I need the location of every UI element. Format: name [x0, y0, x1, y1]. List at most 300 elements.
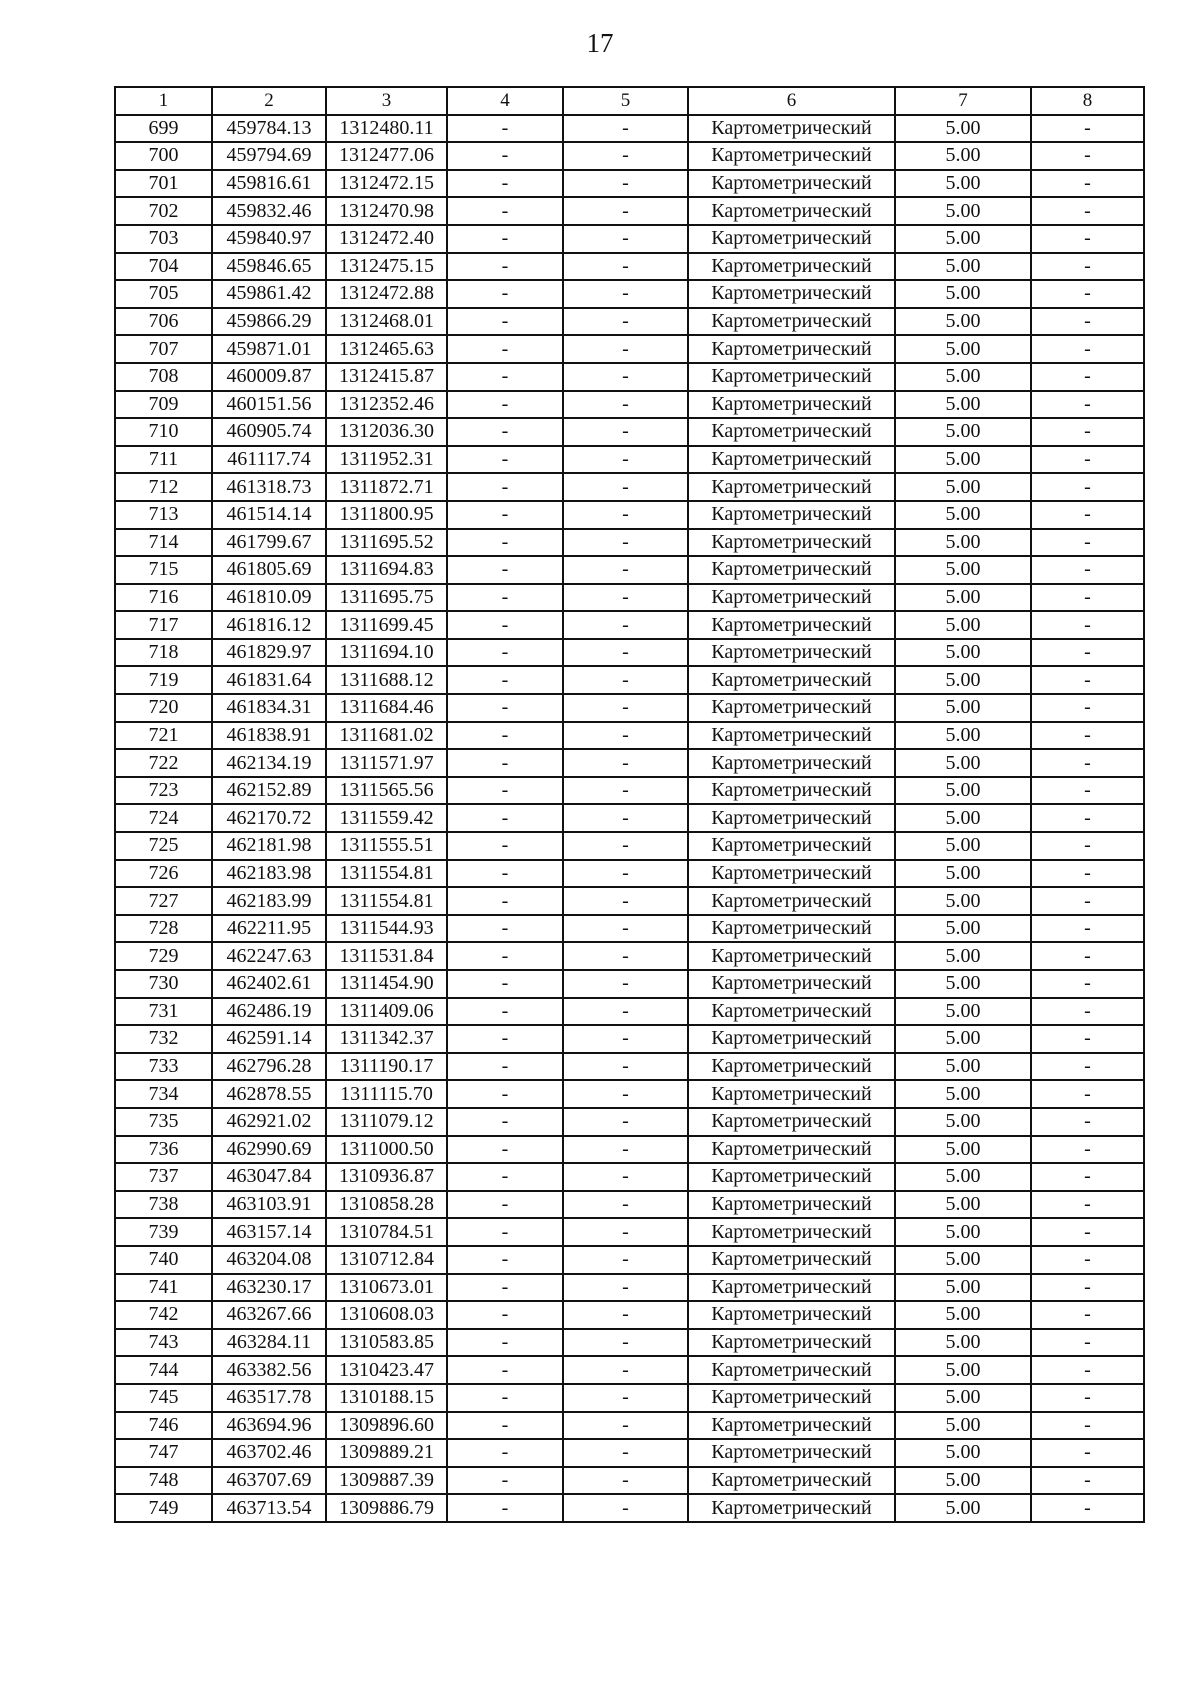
table-cell: 722	[115, 749, 212, 777]
table-row	[115, 253, 1144, 281]
table-cell: 5.00	[895, 1384, 1031, 1412]
table-cell: 5.00	[895, 1218, 1031, 1246]
table-cell: -	[563, 998, 688, 1026]
table-cell: Картометрический	[688, 970, 895, 998]
table-row	[115, 1384, 1144, 1412]
table-row	[115, 1136, 1144, 1164]
table-cell: 1311681.02	[326, 722, 447, 750]
table-cell: 723	[115, 777, 212, 805]
table-cell: -	[563, 970, 688, 998]
table-cell: 1311571.97	[326, 749, 447, 777]
table-cell: -	[563, 308, 688, 336]
table-row	[115, 694, 1144, 722]
table-cell: -	[1031, 804, 1144, 832]
table-cell: Картометрический	[688, 1163, 895, 1191]
table-cell: -	[1031, 942, 1144, 970]
table-row	[115, 1301, 1144, 1329]
table-cell: -	[563, 1025, 688, 1053]
table-cell: 1311695.52	[326, 529, 447, 557]
table-cell: Картометрический	[688, 115, 895, 143]
table-cell: Картометрический	[688, 1191, 895, 1219]
table-cell: 1310188.15	[326, 1384, 447, 1412]
table-cell: -	[563, 584, 688, 612]
table-row	[115, 363, 1144, 391]
table-cell: Картометрический	[688, 694, 895, 722]
table-cell: 1310583.85	[326, 1329, 447, 1357]
table-cell: 745	[115, 1384, 212, 1412]
table-cell: 737	[115, 1163, 212, 1191]
table-cell: 1311190.17	[326, 1053, 447, 1081]
table-cell: -	[447, 335, 563, 363]
table-cell: 462486.19	[212, 998, 326, 1026]
table-cell: -	[1031, 694, 1144, 722]
table-row	[115, 722, 1144, 750]
table-cell: -	[1031, 1467, 1144, 1495]
table-cell: 461838.91	[212, 722, 326, 750]
table-cell: 5.00	[895, 253, 1031, 281]
table-cell: Картометрический	[688, 584, 895, 612]
table-cell: -	[1031, 832, 1144, 860]
table-cell: -	[447, 1025, 563, 1053]
table-body	[115, 115, 1144, 1522]
table-cell: 5.00	[895, 1274, 1031, 1302]
table-cell: -	[563, 1108, 688, 1136]
table-row	[115, 1163, 1144, 1191]
table-cell: -	[447, 860, 563, 888]
table-cell: -	[447, 1080, 563, 1108]
table-cell: Картометрический	[688, 639, 895, 667]
table-cell: 729	[115, 942, 212, 970]
table-cell: 5.00	[895, 970, 1031, 998]
table-cell: 459816.61	[212, 170, 326, 198]
table-cell: Картометрический	[688, 446, 895, 474]
table-cell: -	[1031, 501, 1144, 529]
column-header: 6	[688, 87, 895, 115]
table-cell: 5.00	[895, 887, 1031, 915]
table-cell: 1311559.42	[326, 804, 447, 832]
table-cell: 1311531.84	[326, 942, 447, 970]
table-cell: -	[563, 694, 688, 722]
table-cell: -	[447, 942, 563, 970]
table-cell: 461834.31	[212, 694, 326, 722]
table-cell: 709	[115, 391, 212, 419]
table-cell: 460009.87	[212, 363, 326, 391]
table-row	[115, 473, 1144, 501]
table-cell: 708	[115, 363, 212, 391]
table-cell: Картометрический	[688, 1274, 895, 1302]
table-cell: 1312472.88	[326, 280, 447, 308]
table-cell: -	[563, 860, 688, 888]
table-cell: -	[447, 1301, 563, 1329]
table-cell: 5.00	[895, 418, 1031, 446]
table-cell: 719	[115, 666, 212, 694]
table-row	[115, 1356, 1144, 1384]
table-row	[115, 1246, 1144, 1274]
table-cell: Картометрический	[688, 391, 895, 419]
table-cell: 462183.98	[212, 860, 326, 888]
table-cell: -	[563, 253, 688, 281]
table-cell: -	[447, 363, 563, 391]
table-cell: -	[1031, 1356, 1144, 1384]
table-cell: -	[563, 363, 688, 391]
table-cell: 1310673.01	[326, 1274, 447, 1302]
table-cell: 5.00	[895, 666, 1031, 694]
table-cell: 5.00	[895, 363, 1031, 391]
table-cell: 461805.69	[212, 556, 326, 584]
column-header: 5	[563, 87, 688, 115]
table-cell: -	[447, 1439, 563, 1467]
table-row	[115, 418, 1144, 446]
table-cell: 462183.99	[212, 887, 326, 915]
table-cell: 5.00	[895, 1301, 1031, 1329]
table-cell: -	[563, 556, 688, 584]
table-cell: Картометрический	[688, 142, 895, 170]
table-cell: -	[447, 225, 563, 253]
table-row	[115, 1329, 1144, 1357]
table-cell: 1311000.50	[326, 1136, 447, 1164]
table-cell: Картометрический	[688, 1136, 895, 1164]
table-cell: Картометрический	[688, 722, 895, 750]
table-cell: 462211.95	[212, 915, 326, 943]
table-cell: -	[563, 777, 688, 805]
table-cell: -	[563, 335, 688, 363]
table-cell: 730	[115, 970, 212, 998]
table-cell: -	[1031, 142, 1144, 170]
table-row	[115, 749, 1144, 777]
table-cell: Картометрический	[688, 1218, 895, 1246]
table-cell: 1312477.06	[326, 142, 447, 170]
table-cell: 462170.72	[212, 804, 326, 832]
table-cell: -	[447, 115, 563, 143]
table-row	[115, 832, 1144, 860]
table-cell: 463047.84	[212, 1163, 326, 1191]
table-cell: -	[1031, 473, 1144, 501]
table-row	[115, 915, 1144, 943]
table-cell: -	[447, 722, 563, 750]
table-cell: -	[447, 473, 563, 501]
table-cell: 461799.67	[212, 529, 326, 557]
table-cell: -	[563, 501, 688, 529]
table-cell: Картометрический	[688, 197, 895, 225]
table-cell: 1311115.70	[326, 1080, 447, 1108]
table-cell: 1309896.60	[326, 1412, 447, 1440]
table-cell: -	[563, 1136, 688, 1164]
table-row	[115, 1467, 1144, 1495]
table-cell: Картометрический	[688, 1384, 895, 1412]
table-cell: 1309889.21	[326, 1439, 447, 1467]
table-cell: 720	[115, 694, 212, 722]
table-cell: -	[447, 197, 563, 225]
table-cell: 5.00	[895, 115, 1031, 143]
table-cell: -	[563, 887, 688, 915]
table-cell: -	[563, 832, 688, 860]
table-cell: Картометрический	[688, 611, 895, 639]
table-cell: Картометрический	[688, 804, 895, 832]
table-cell: 1311554.81	[326, 887, 447, 915]
table-row	[115, 1025, 1144, 1053]
table-cell: 463382.56	[212, 1356, 326, 1384]
table-cell: -	[447, 529, 563, 557]
table-cell: -	[563, 1412, 688, 1440]
table-cell: -	[563, 749, 688, 777]
table-cell: -	[1031, 1494, 1144, 1522]
table-cell: -	[1031, 115, 1144, 143]
table-cell: 748	[115, 1467, 212, 1495]
table-row	[115, 556, 1144, 584]
table-cell: -	[1031, 391, 1144, 419]
table-cell: -	[1031, 1191, 1144, 1219]
table-cell: 5.00	[895, 391, 1031, 419]
column-header: 4	[447, 87, 563, 115]
table-cell: -	[447, 1218, 563, 1246]
table-cell: 463702.46	[212, 1439, 326, 1467]
table-cell: -	[563, 1246, 688, 1274]
table-cell: 738	[115, 1191, 212, 1219]
table-cell: -	[563, 915, 688, 943]
table-cell: 5.00	[895, 694, 1031, 722]
table-cell: 714	[115, 529, 212, 557]
table-cell: 715	[115, 556, 212, 584]
table-cell: -	[447, 1356, 563, 1384]
table-cell: 461810.09	[212, 584, 326, 612]
table-cell: 460151.56	[212, 391, 326, 419]
table-cell: -	[563, 942, 688, 970]
table-cell: Картометрический	[688, 998, 895, 1026]
table-cell: -	[1031, 887, 1144, 915]
table-cell: 5.00	[895, 1136, 1031, 1164]
table-cell: -	[447, 391, 563, 419]
table-cell: Картометрический	[688, 860, 895, 888]
table-cell: 5.00	[895, 860, 1031, 888]
table-cell: 1312036.30	[326, 418, 447, 446]
table-row	[115, 529, 1144, 557]
table-cell: 5.00	[895, 1246, 1031, 1274]
table-cell: 462402.61	[212, 970, 326, 998]
table-cell: -	[1031, 529, 1144, 557]
table-cell: -	[447, 308, 563, 336]
table-cell: 1311694.83	[326, 556, 447, 584]
table-cell: Картометрический	[688, 1301, 895, 1329]
table-cell: Картометрический	[688, 170, 895, 198]
table-cell: 5.00	[895, 832, 1031, 860]
table-cell: 462134.19	[212, 749, 326, 777]
table-cell: 461816.12	[212, 611, 326, 639]
table-cell: 749	[115, 1494, 212, 1522]
table-cell: -	[1031, 584, 1144, 612]
table-cell: 1311409.06	[326, 998, 447, 1026]
table-cell: 1311555.51	[326, 832, 447, 860]
table-cell: -	[447, 280, 563, 308]
table-cell: -	[1031, 777, 1144, 805]
table-cell: -	[563, 639, 688, 667]
table-cell: 710	[115, 418, 212, 446]
table-cell: 5.00	[895, 1494, 1031, 1522]
table-cell: 1312475.15	[326, 253, 447, 281]
table-cell: 459784.13	[212, 115, 326, 143]
table-cell: 462921.02	[212, 1108, 326, 1136]
table-cell: -	[563, 1191, 688, 1219]
table-cell: 1311554.81	[326, 860, 447, 888]
table-cell: Картометрический	[688, 1053, 895, 1081]
table-cell: -	[1031, 722, 1144, 750]
table-row	[115, 308, 1144, 336]
table-cell: 5.00	[895, 639, 1031, 667]
table-cell: 713	[115, 501, 212, 529]
table-cell: Картометрический	[688, 832, 895, 860]
table-cell: -	[563, 446, 688, 474]
table-cell: -	[1031, 170, 1144, 198]
table-cell: -	[563, 611, 688, 639]
table-cell: -	[447, 253, 563, 281]
table-cell: 5.00	[895, 556, 1031, 584]
table-cell: 742	[115, 1301, 212, 1329]
table-cell: 1311800.95	[326, 501, 447, 529]
table-row	[115, 1053, 1144, 1081]
table-cell: 463707.69	[212, 1467, 326, 1495]
table-row	[115, 584, 1144, 612]
table-cell: -	[1031, 225, 1144, 253]
table-cell: 459846.65	[212, 253, 326, 281]
table-row	[115, 1494, 1144, 1522]
table-cell: 701	[115, 170, 212, 198]
table-cell: 5.00	[895, 1108, 1031, 1136]
table-cell: 1311565.56	[326, 777, 447, 805]
table-row	[115, 391, 1144, 419]
table-cell: -	[447, 666, 563, 694]
table-cell: -	[1031, 970, 1144, 998]
table-cell: 5.00	[895, 142, 1031, 170]
table-cell: 1310858.28	[326, 1191, 447, 1219]
table-cell: 461117.74	[212, 446, 326, 474]
table-cell: 705	[115, 280, 212, 308]
table-cell: 1312470.98	[326, 197, 447, 225]
table-row	[115, 225, 1144, 253]
table-cell: 463713.54	[212, 1494, 326, 1522]
table-cell: 459871.01	[212, 335, 326, 363]
table-row	[115, 942, 1144, 970]
table-cell: -	[1031, 253, 1144, 281]
table-cell: Картометрический	[688, 1412, 895, 1440]
table-cell: -	[1031, 1439, 1144, 1467]
table-cell: Картометрический	[688, 1439, 895, 1467]
table-cell: 5.00	[895, 1053, 1031, 1081]
table-cell: -	[1031, 639, 1144, 667]
table-cell: 5.00	[895, 225, 1031, 253]
table-row	[115, 115, 1144, 143]
table-cell: Картометрический	[688, 473, 895, 501]
table-cell: Картометрический	[688, 308, 895, 336]
table-cell: 5.00	[895, 1329, 1031, 1357]
table-cell: 1312472.40	[326, 225, 447, 253]
table-cell: -	[563, 1356, 688, 1384]
table-cell: -	[563, 1053, 688, 1081]
table-cell: 1312472.15	[326, 170, 447, 198]
table-cell: 726	[115, 860, 212, 888]
coordinates-table	[114, 86, 1145, 1523]
table-cell: Картометрический	[688, 556, 895, 584]
table-cell: Картометрический	[688, 1494, 895, 1522]
table-cell: Картометрический	[688, 666, 895, 694]
table-cell: 1311699.45	[326, 611, 447, 639]
column-header: 3	[326, 87, 447, 115]
table-cell: 462796.28	[212, 1053, 326, 1081]
table-cell: 5.00	[895, 197, 1031, 225]
table-cell: 728	[115, 915, 212, 943]
table-cell: -	[563, 280, 688, 308]
table-cell: 1310712.84	[326, 1246, 447, 1274]
table-cell: 711	[115, 446, 212, 474]
table-row	[115, 1412, 1144, 1440]
table-cell: 459832.46	[212, 197, 326, 225]
table-cell: Картометрический	[688, 335, 895, 363]
table-cell: Картометрический	[688, 887, 895, 915]
table-cell: 5.00	[895, 611, 1031, 639]
table-cell: -	[1031, 1053, 1144, 1081]
table-cell: 461318.73	[212, 473, 326, 501]
table-cell: -	[447, 694, 563, 722]
table-cell: -	[1031, 1080, 1144, 1108]
table-cell: -	[1031, 915, 1144, 943]
table-cell: -	[447, 1467, 563, 1495]
column-header: 1	[115, 87, 212, 115]
table-cell: 1311688.12	[326, 666, 447, 694]
table-cell: Картометрический	[688, 1108, 895, 1136]
table-cell: 460905.74	[212, 418, 326, 446]
table-cell: 461829.97	[212, 639, 326, 667]
table-cell: -	[1031, 998, 1144, 1026]
table-row	[115, 1108, 1144, 1136]
table-cell: 5.00	[895, 1412, 1031, 1440]
table-cell: 5.00	[895, 1439, 1031, 1467]
table-cell: 459794.69	[212, 142, 326, 170]
table-cell: -	[1031, 1274, 1144, 1302]
table-cell: -	[1031, 1218, 1144, 1246]
table-cell: 463267.66	[212, 1301, 326, 1329]
table-cell: 462152.89	[212, 777, 326, 805]
table-cell: -	[447, 611, 563, 639]
table-cell: -	[563, 722, 688, 750]
table-cell: -	[563, 1467, 688, 1495]
table-cell: Картометрический	[688, 1025, 895, 1053]
table-cell: -	[1031, 1025, 1144, 1053]
table-cell: 461514.14	[212, 501, 326, 529]
table-cell: 463157.14	[212, 1218, 326, 1246]
table-cell: 733	[115, 1053, 212, 1081]
table-cell: -	[447, 832, 563, 860]
table-cell: -	[447, 446, 563, 474]
table-cell: 463204.08	[212, 1246, 326, 1274]
table-cell: 1311872.71	[326, 473, 447, 501]
table-cell: 739	[115, 1218, 212, 1246]
table-cell: -	[1031, 280, 1144, 308]
table-cell: -	[1031, 749, 1144, 777]
table-row	[115, 446, 1144, 474]
table-cell: 746	[115, 1412, 212, 1440]
table-row	[115, 1274, 1144, 1302]
table-cell: 459861.42	[212, 280, 326, 308]
table-cell: -	[1031, 860, 1144, 888]
column-header: 8	[1031, 87, 1144, 115]
table-cell: -	[563, 1384, 688, 1412]
table-cell: 5.00	[895, 1356, 1031, 1384]
table-cell: -	[1031, 1329, 1144, 1357]
table-cell: -	[447, 777, 563, 805]
table-cell: 5.00	[895, 1191, 1031, 1219]
table-cell: Картометрический	[688, 749, 895, 777]
table-cell: 721	[115, 722, 212, 750]
table-cell: 5.00	[895, 1467, 1031, 1495]
page-number: 17	[586, 28, 614, 58]
